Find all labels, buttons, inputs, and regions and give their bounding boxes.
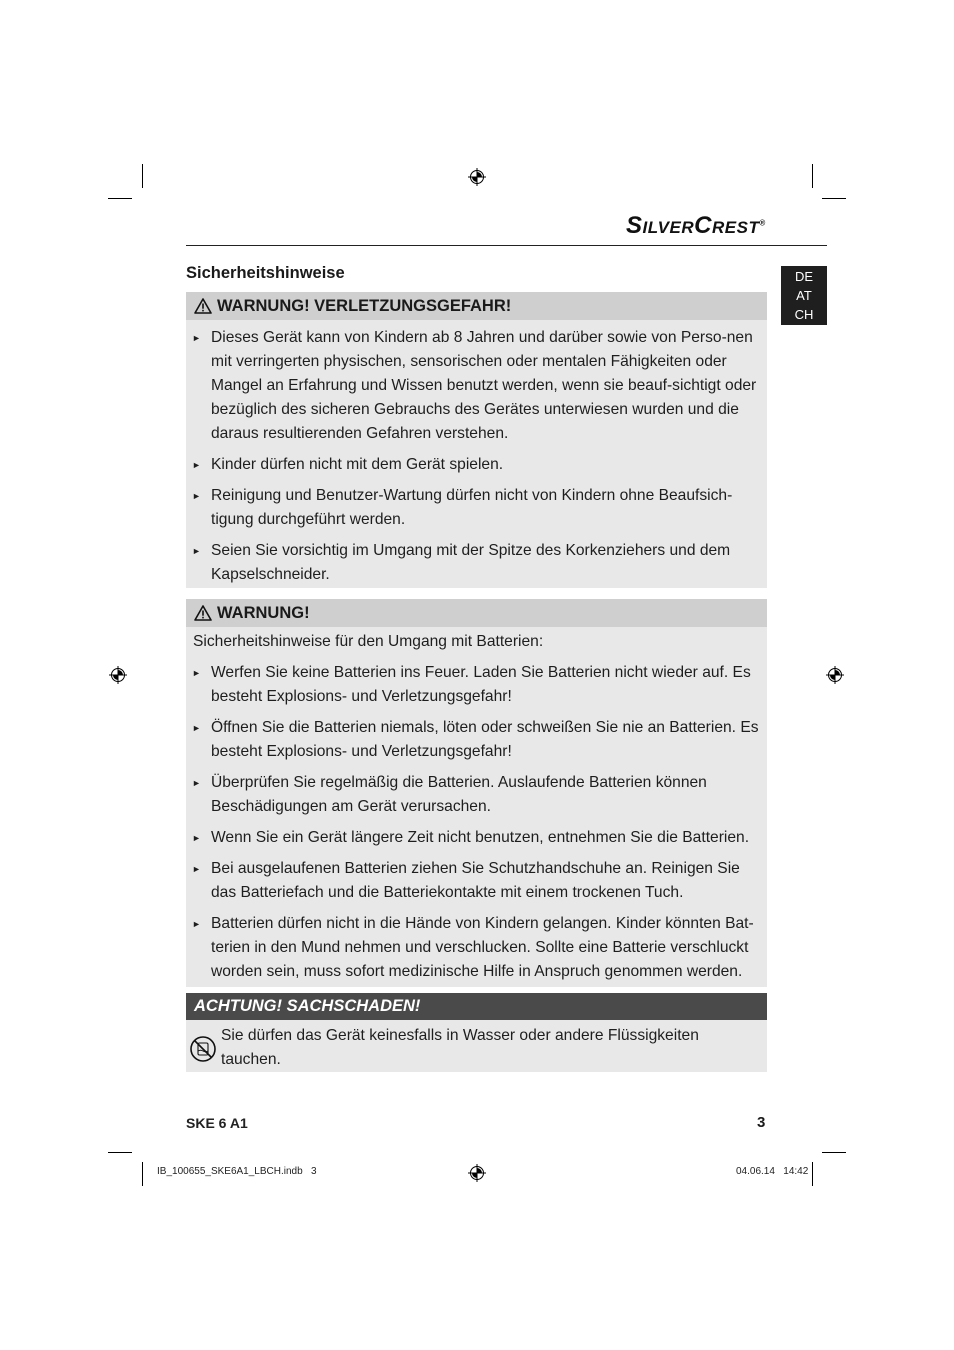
warning-header xyxy=(186,292,767,320)
print-slug-file: IB_100655_SKE6A1_LBCH.indb 3 xyxy=(157,1166,317,1177)
language-code: AT xyxy=(796,288,812,303)
caution-text: Sie dürfen das Gerät keinesfalls in Wasser oder andere Flüssigkeiten tauchen. xyxy=(221,1027,699,1068)
model-number: SKE 6 A1 xyxy=(186,1115,248,1131)
list-item: ► Seien Sie vorsichtig im Umgang mit der Spitze des Korkenziehers und dem Kapselschneider. xyxy=(186,539,757,587)
registration-mark-icon xyxy=(109,666,127,684)
crop-mark xyxy=(142,1162,143,1186)
registration-mark-icon xyxy=(468,168,486,186)
bullet-arrow-icon: ► xyxy=(192,668,201,678)
warning-triangle-icon xyxy=(194,605,212,621)
list-item: ► Überprüfen Sie regelmäßig die Batterien. Auslaufende Batterien können Beschädigungen am Gerät verursachen. xyxy=(186,771,759,819)
bullet-arrow-icon: ► xyxy=(192,491,201,501)
section-title: Sicherheitshinweise xyxy=(186,264,345,282)
crop-mark xyxy=(142,164,143,188)
list-item: ► Öffnen Sie die Batterien niemals, löten oder schweißen Sie nie an Batterien. Es besteht Explosions- und Verletzungsgefahr! xyxy=(186,716,759,764)
warning-box-injury xyxy=(186,292,767,588)
language-code: DE xyxy=(794,269,814,284)
warning-title: WARNUNG! xyxy=(217,603,310,622)
list-item: ► Werfen Sie keine Batterien ins Feuer. Laden Sie Batterien nicht wieder auf. Es besteht Explosions- und Verletzungsgefahr! xyxy=(186,661,759,709)
crop-mark xyxy=(812,1162,813,1186)
list-item: ► Wenn Sie ein Gerät längere Zeit nicht benutzen, entnehmen Sie die Batterien. xyxy=(186,826,759,850)
list-item: ► Bei ausgelaufenen Batterien ziehen Sie Schutzhandschuhe an. Reinigen Sie das Batteriefach und die Batteriekontakte mit einem trockenen Tuch. xyxy=(186,857,759,905)
crop-mark xyxy=(108,1152,132,1153)
crop-mark xyxy=(108,198,132,199)
bullet-arrow-icon: ► xyxy=(192,333,201,343)
warning-header xyxy=(186,599,767,627)
caution-box-property-damage xyxy=(186,993,767,1072)
no-water-icon xyxy=(189,1035,217,1063)
crop-mark xyxy=(822,198,846,199)
caution-title: ACHTUNG! SACHSCHADEN! xyxy=(194,997,421,1015)
brand-logo: SILVERCREST® xyxy=(626,212,766,239)
caution-header xyxy=(186,993,767,1020)
header-rule xyxy=(186,245,827,246)
registration-mark-icon xyxy=(468,1164,486,1182)
warning-list xyxy=(186,661,767,984)
bullet-arrow-icon: ► xyxy=(192,778,201,788)
bullet-arrow-icon: ► xyxy=(192,460,201,470)
bullet-arrow-icon: ► xyxy=(192,723,201,733)
language-tab xyxy=(781,266,827,325)
print-slug-date: 04.06.14 14:42 xyxy=(736,1166,809,1177)
crop-mark xyxy=(822,1152,846,1153)
bullet-arrow-icon: ► xyxy=(192,919,201,929)
crop-mark xyxy=(812,164,813,188)
registration-mark-icon xyxy=(826,666,844,684)
warning-list xyxy=(186,320,767,587)
warning-triangle-icon xyxy=(194,298,212,314)
list-item: ► Batterien dürfen nicht in die Hände von Kindern gelangen. Kinder könnten Bat-terien in den Mund nehmen und verschlucken. Sollte eine Batterie verschluckt worden sein, muss sofort medizinische Hilfe in Anspruch genommen werden. xyxy=(186,912,759,984)
list-item: ► Kinder dürfen nicht mit dem Gerät spielen. xyxy=(186,453,757,477)
list-item: ► Dieses Gerät kann von Kindern ab 8 Jahren und darüber sowie von Perso-nen mit verringerten physischen, sensorischen oder mentalen Fähigkeiten oder Mangel an Erfahrung und Wissen benutzt werden, wenn sie beauf-sichtigt oder bezüglich des sicheren Gebrauchs des Gerätes unterwiesen wurden und die daraus resultierenden Gefahren verstehen. xyxy=(186,326,757,446)
page-number: 3 xyxy=(757,1114,766,1131)
warning-intro: Sicherheitshinweise für den Umgang mit Batterien: xyxy=(193,633,544,650)
warning-box-batteries xyxy=(186,599,767,987)
list-item: ► Reinigung und Benutzer-Wartung dürfen nicht von Kindern ohne Beaufsich-tigung durchgeführt werden. xyxy=(186,484,757,532)
bullet-arrow-icon: ► xyxy=(192,546,201,556)
bullet-arrow-icon: ► xyxy=(192,864,201,874)
warning-title: WARNUNG! VERLETZUNGSGEFAHR! xyxy=(217,296,512,315)
language-code: CH xyxy=(794,307,814,322)
bullet-arrow-icon: ► xyxy=(192,833,201,843)
